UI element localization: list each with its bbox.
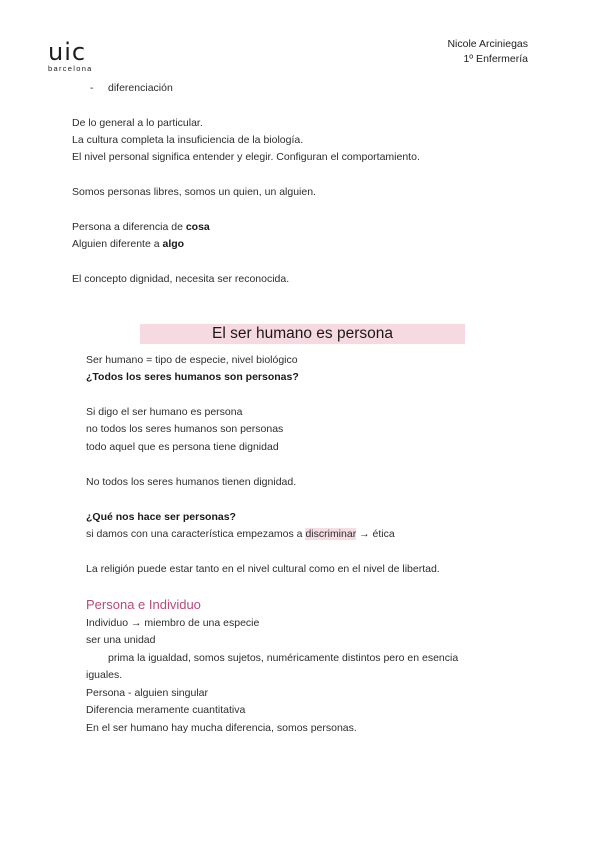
author-block: [447, 37, 528, 67]
paragraph-line: no todos los seres humanos son personas: [86, 423, 284, 435]
paragraph-line: prima la igualdad, somos sujetos, numéricamente distintos pero en esencia: [108, 652, 459, 664]
paragraph-line: No todos los seres humanos tienen dignidad.: [86, 476, 297, 488]
text-span: Persona a diferencia de: [72, 221, 186, 233]
paragraph-line: En el ser humano hay mucha diferencia, somos personas.: [86, 722, 357, 734]
list-dash: -: [90, 82, 94, 94]
logo-mark: uic: [48, 38, 87, 66]
paragraph-line: iguales.: [86, 669, 123, 681]
text-span: si damos con una característica empezamos a: [86, 528, 306, 540]
paragraph-line: [72, 237, 184, 251]
paragraph-line: Si digo el ser humano es persona: [86, 406, 243, 418]
uic-logo: [48, 38, 93, 73]
question-line: ¿Todos los seres humanos son personas?: [86, 371, 299, 383]
paragraph-line: todo aquel que es persona tiene dignidad: [86, 441, 279, 453]
section-heading-persona-individuo: Persona e Individuo: [86, 597, 201, 612]
paragraph-line: [72, 220, 210, 234]
text-span: → ética: [356, 528, 395, 540]
paragraph-line: El nivel personal significa entender y elegir. Configuran el comportamiento.: [72, 151, 420, 163]
highlighted-term-discriminar: discriminar: [305, 528, 357, 540]
paragraph-line: Ser humano = tipo de especie, nivel biológico: [86, 354, 298, 366]
text-span: Alguien diferente a: [72, 238, 163, 250]
question-line: ¿Qué nos hace ser personas?: [86, 511, 236, 523]
logo-subtitle: barcelona: [48, 64, 93, 73]
paragraph-line: Somos personas libres, somos un quien, un alguien.: [72, 186, 316, 198]
section-heading-ser-humano: El ser humano es persona: [140, 324, 465, 344]
author-name: Nicole Arciniegas: [447, 38, 528, 50]
paragraph-line: Persona - alguien singular: [86, 687, 208, 699]
paragraph-line: ser una unidad: [86, 634, 156, 646]
bold-term-cosa: cosa: [185, 221, 210, 233]
list-item-diferenciacion: diferenciación: [108, 82, 173, 94]
paragraph-line: La cultura completa la insuficiencia de la biología.: [72, 134, 304, 146]
paragraph-line: Individuo → miembro de una especie: [86, 617, 260, 629]
paragraph-line: El concepto dignidad, necesita ser reconocida.: [72, 273, 290, 285]
bold-term-algo: algo: [162, 238, 185, 250]
paragraph-line: Diferencia meramente cuantitativa: [86, 704, 246, 716]
paragraph-line: [86, 527, 395, 541]
paragraph-line: De lo general a lo particular.: [72, 117, 203, 129]
paragraph-line: La religión puede estar tanto en el nivel cultural como en el nivel de libertad.: [86, 563, 440, 575]
author-course: 1º Enfermería: [463, 53, 528, 65]
